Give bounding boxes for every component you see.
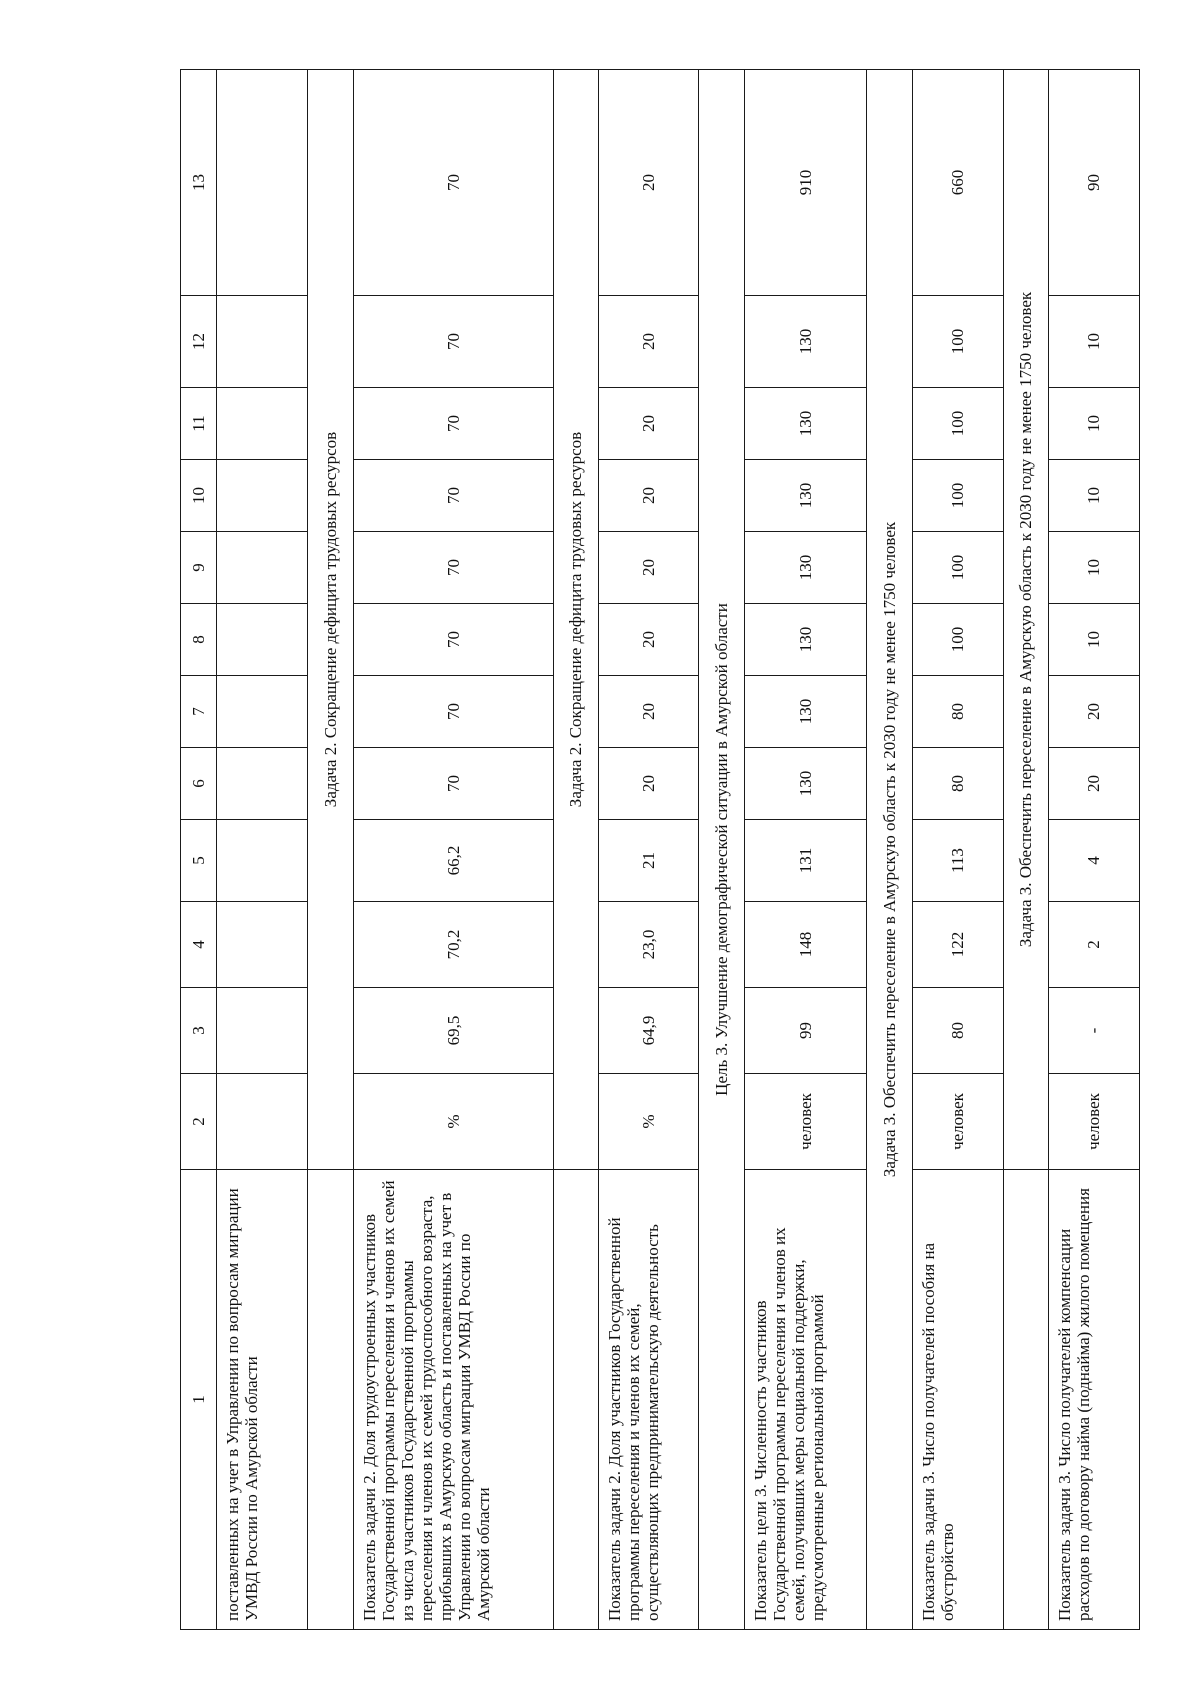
value-cell: 20 bbox=[599, 460, 699, 532]
empty-cell bbox=[217, 988, 308, 1074]
empty-cell bbox=[217, 70, 308, 296]
value-cell: 20 bbox=[1048, 676, 1139, 748]
value-cell: 131 bbox=[744, 820, 867, 902]
total-cell: 20 bbox=[599, 70, 699, 296]
table-row bbox=[744, 70, 867, 1630]
section-row bbox=[308, 70, 353, 1630]
value-cell: 130 bbox=[744, 388, 867, 460]
value-cell: 130 bbox=[744, 676, 867, 748]
empty-cell bbox=[217, 820, 308, 902]
column-header: 4 bbox=[181, 902, 217, 988]
value-cell: 20 bbox=[599, 296, 699, 388]
value-cell: 148 bbox=[744, 902, 867, 988]
unit-cell: человек bbox=[744, 1074, 867, 1170]
column-header: 2 bbox=[181, 1074, 217, 1170]
value-cell: - bbox=[1048, 988, 1139, 1074]
section-row bbox=[1003, 70, 1048, 1630]
value-cell: 80 bbox=[912, 748, 1003, 820]
indicators-table bbox=[180, 69, 1140, 1630]
value-cell: 70 bbox=[353, 604, 553, 676]
column-header: 9 bbox=[181, 532, 217, 604]
value-cell: 70 bbox=[353, 676, 553, 748]
value-cell: 130 bbox=[744, 604, 867, 676]
column-header: 5 bbox=[181, 820, 217, 902]
indicator-cell: Показатель задачи 3. Число получателей пособия на обустройство bbox=[912, 1170, 1003, 1630]
continuation-cell: поставленных на учет в Управлении по вопросам миграции УМВД России по Амурской области bbox=[217, 1170, 308, 1630]
value-cell: 66,2 bbox=[353, 820, 553, 902]
value-cell: 70 bbox=[353, 532, 553, 604]
column-header: 8 bbox=[181, 604, 217, 676]
table-row bbox=[599, 70, 699, 1630]
column-header: 10 bbox=[181, 460, 217, 532]
value-cell: 10 bbox=[1048, 388, 1139, 460]
value-cell: 70,2 bbox=[353, 902, 553, 988]
value-cell: 20 bbox=[599, 748, 699, 820]
empty-cell bbox=[217, 388, 308, 460]
empty-cell bbox=[217, 532, 308, 604]
empty-cell bbox=[217, 902, 308, 988]
empty-cell bbox=[217, 676, 308, 748]
unit-cell: человек bbox=[1048, 1074, 1139, 1170]
value-cell: 100 bbox=[912, 532, 1003, 604]
value-cell: 100 bbox=[912, 388, 1003, 460]
value-cell: 21 bbox=[599, 820, 699, 902]
value-cell: 130 bbox=[744, 748, 867, 820]
value-cell: 99 bbox=[744, 988, 867, 1074]
unit-cell: человек bbox=[912, 1074, 1003, 1170]
empty-cell bbox=[217, 296, 308, 388]
column-header: 11 bbox=[181, 388, 217, 460]
empty-cell bbox=[217, 748, 308, 820]
value-cell: 70 bbox=[353, 388, 553, 460]
empty-cell bbox=[308, 1170, 353, 1630]
section-heading: Задача 3. Обеспечить переселение в Амурскую область к 2030 году не менее 1750 человек bbox=[1003, 70, 1048, 1170]
indicator-cell: Показатель задачи 3. Число получателей компенсации расходов по договору найма (поднайма) жилого помещения bbox=[1048, 1170, 1139, 1630]
section-row bbox=[699, 70, 744, 1630]
indicator-cell: Показатель задачи 2. Доля участников Государственной программы переселения и членов их семей, осуществляющих предпринимательскую деятельность bbox=[599, 1170, 699, 1630]
empty-cell bbox=[1003, 1170, 1048, 1630]
indicator-cell: Показатель задачи 2. Доля трудоустроенных участников Государственной программы переселения и членов их семей из числа участников Государственной программы переселения и членов их семей трудоспособного возраста, прибывших в Амурскую область и поставленных на учет в Управлении по вопросам миграции УМВД России по Амурской области bbox=[353, 1170, 553, 1630]
value-cell: 10 bbox=[1048, 460, 1139, 532]
section-heading: Задача 2. Сокращение дефицита трудовых ресурсов bbox=[308, 70, 353, 1170]
section-heading: Цель 3. Улучшение демографической ситуации в Амурской области bbox=[699, 70, 744, 1630]
unit-cell: % bbox=[353, 1074, 553, 1170]
column-header: 12 bbox=[181, 296, 217, 388]
value-cell: 4 bbox=[1048, 820, 1139, 902]
value-cell: 100 bbox=[912, 604, 1003, 676]
value-cell: 10 bbox=[1048, 604, 1139, 676]
value-cell: 69,5 bbox=[353, 988, 553, 1074]
total-cell: 70 bbox=[353, 70, 553, 296]
value-cell: 23,0 bbox=[599, 902, 699, 988]
value-cell: 80 bbox=[912, 988, 1003, 1074]
value-cell: 130 bbox=[744, 296, 867, 388]
section-heading: Задача 2. Сокращение дефицита трудовых ресурсов bbox=[553, 70, 598, 1170]
column-header: 1 bbox=[181, 1170, 217, 1630]
value-cell: 10 bbox=[1048, 532, 1139, 604]
value-cell: 130 bbox=[744, 532, 867, 604]
column-header: 6 bbox=[181, 748, 217, 820]
column-header: 3 bbox=[181, 988, 217, 1074]
value-cell: 64,9 bbox=[599, 988, 699, 1074]
value-cell: 70 bbox=[353, 296, 553, 388]
value-cell: 2 bbox=[1048, 902, 1139, 988]
value-cell: 20 bbox=[599, 388, 699, 460]
value-cell: 80 bbox=[912, 676, 1003, 748]
value-cell: 113 bbox=[912, 820, 1003, 902]
rotated-table-page bbox=[180, 70, 1140, 1630]
empty-cell bbox=[217, 1074, 308, 1170]
value-cell: 70 bbox=[353, 460, 553, 532]
table-row bbox=[1048, 70, 1139, 1630]
unit-cell: % bbox=[599, 1074, 699, 1170]
table-header-row bbox=[181, 70, 217, 1630]
value-cell: 122 bbox=[912, 902, 1003, 988]
total-cell: 910 bbox=[744, 70, 867, 296]
column-header: 7 bbox=[181, 676, 217, 748]
indicator-cell: Показатель цели 3. Численность участников Государственной программы переселения и членов их семей, получивших меры социальной поддержки, предусмотренные региональной программой bbox=[744, 1170, 867, 1630]
section-row bbox=[867, 70, 912, 1630]
section-heading: Задача 3. Обеспечить переселение в Амурскую область к 2030 году не менее 1750 человек bbox=[867, 70, 912, 1630]
empty-cell bbox=[217, 460, 308, 532]
value-cell: 20 bbox=[1048, 748, 1139, 820]
value-cell: 20 bbox=[599, 676, 699, 748]
section-row bbox=[553, 70, 598, 1630]
value-cell: 100 bbox=[912, 296, 1003, 388]
value-cell: 70 bbox=[353, 748, 553, 820]
total-cell: 660 bbox=[912, 70, 1003, 296]
total-cell: 90 bbox=[1048, 70, 1139, 296]
empty-cell bbox=[217, 604, 308, 676]
value-cell: 10 bbox=[1048, 296, 1139, 388]
table-row bbox=[353, 70, 553, 1630]
value-cell: 130 bbox=[744, 460, 867, 532]
value-cell: 20 bbox=[599, 604, 699, 676]
value-cell: 100 bbox=[912, 460, 1003, 532]
column-header: 13 bbox=[181, 70, 217, 296]
empty-cell bbox=[553, 1170, 598, 1630]
value-cell: 20 bbox=[599, 532, 699, 604]
table-row bbox=[912, 70, 1003, 1630]
continuation-row bbox=[217, 70, 308, 1630]
